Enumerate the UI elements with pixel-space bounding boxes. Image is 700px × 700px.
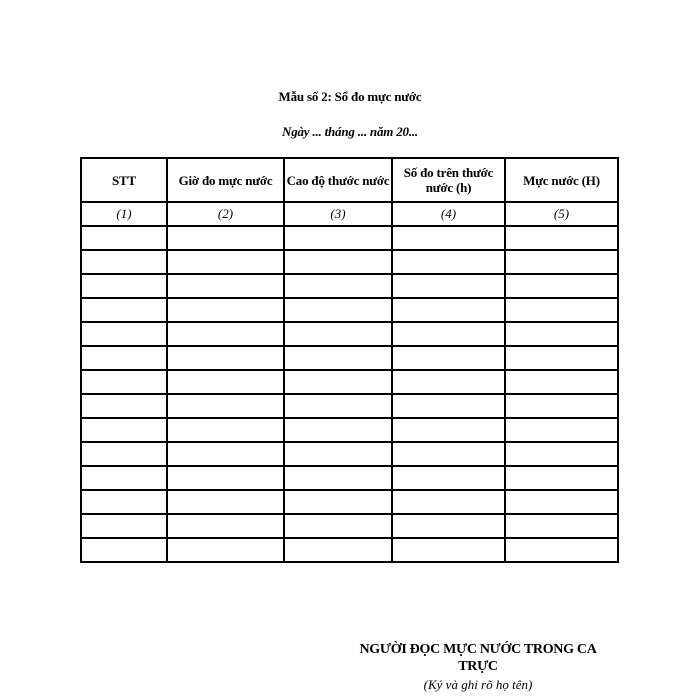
signature-note: (Ký và ghi rõ họ tên) <box>423 677 533 692</box>
table-cell[interactable] <box>284 514 392 538</box>
table-cell[interactable] <box>167 538 284 562</box>
table-row <box>81 442 618 466</box>
table-cell[interactable] <box>167 418 284 442</box>
table-row <box>81 298 618 322</box>
table-cell[interactable] <box>392 442 505 466</box>
table-row <box>81 466 618 490</box>
table-cell[interactable] <box>167 442 284 466</box>
table-cell[interactable] <box>167 346 284 370</box>
column-number: (5) <box>505 202 618 226</box>
column-number: (2) <box>167 202 284 226</box>
table-cell[interactable] <box>392 226 505 250</box>
table-cell[interactable] <box>392 514 505 538</box>
header-water-level: Mực nước (H) <box>505 158 618 202</box>
table-cell[interactable] <box>392 394 505 418</box>
table-cell[interactable] <box>167 466 284 490</box>
table-cell[interactable] <box>392 274 505 298</box>
table-cell[interactable] <box>284 490 392 514</box>
table-cell[interactable] <box>81 442 167 466</box>
table-cell[interactable] <box>81 514 167 538</box>
date-line: Ngày ... tháng ... năm 20... <box>282 124 418 139</box>
table-row <box>81 370 618 394</box>
table-row <box>81 394 618 418</box>
table-cell[interactable] <box>284 466 392 490</box>
table-cell[interactable] <box>81 466 167 490</box>
table-cell[interactable] <box>392 298 505 322</box>
table-cell[interactable] <box>505 514 618 538</box>
column-number: (3) <box>284 202 392 226</box>
table-row <box>81 322 618 346</box>
table-cell[interactable] <box>505 538 618 562</box>
table-cell[interactable] <box>81 490 167 514</box>
table-cell[interactable] <box>81 346 167 370</box>
table-cell[interactable] <box>392 322 505 346</box>
table-cell[interactable] <box>81 394 167 418</box>
table-cell[interactable] <box>505 466 618 490</box>
table-cell[interactable] <box>284 322 392 346</box>
table-cell[interactable] <box>167 370 284 394</box>
table-cell[interactable] <box>284 346 392 370</box>
table-row <box>81 274 618 298</box>
table-header-row <box>81 158 618 202</box>
header-gauge-reading: Số đo trên thước nước (h) <box>392 158 505 202</box>
table-cell[interactable] <box>284 274 392 298</box>
table-cell[interactable] <box>392 370 505 394</box>
table-cell[interactable] <box>167 226 284 250</box>
table-cell[interactable] <box>284 418 392 442</box>
table-cell[interactable] <box>284 442 392 466</box>
table-cell[interactable] <box>167 394 284 418</box>
table-cell[interactable] <box>284 394 392 418</box>
table-cell[interactable] <box>392 418 505 442</box>
table-cell[interactable] <box>81 298 167 322</box>
table-cell[interactable] <box>392 490 505 514</box>
water-level-table <box>80 157 619 563</box>
header-gauge-elevation: Cao độ thước nước <box>284 158 392 202</box>
table-cell[interactable] <box>392 250 505 274</box>
form-title: Mẫu số 2: Sổ đo mực nước <box>278 89 422 104</box>
table-cell[interactable] <box>81 538 167 562</box>
table-cell[interactable] <box>284 250 392 274</box>
table-cell[interactable] <box>167 322 284 346</box>
table-cell[interactable] <box>505 418 618 442</box>
table-cell[interactable] <box>505 442 618 466</box>
table-cell[interactable] <box>505 346 618 370</box>
table-cell[interactable] <box>505 394 618 418</box>
table-cell[interactable] <box>167 514 284 538</box>
signature-title: NGƯỜI ĐỌC MỰC NƯỚC TRONG CA TRỰC <box>359 642 597 674</box>
water-level-table-container <box>80 157 617 563</box>
table-cell[interactable] <box>81 226 167 250</box>
table-cell[interactable] <box>167 250 284 274</box>
header-measure-time: Giờ đo mực nước <box>167 158 284 202</box>
table-cell[interactable] <box>284 538 392 562</box>
table-cell[interactable] <box>505 274 618 298</box>
table-cell[interactable] <box>505 298 618 322</box>
table-cell[interactable] <box>167 298 284 322</box>
table-cell[interactable] <box>81 322 167 346</box>
header-stt: STT <box>81 158 167 202</box>
table-cell[interactable] <box>505 370 618 394</box>
table-row <box>81 226 618 250</box>
table-cell[interactable] <box>505 226 618 250</box>
table-row <box>81 346 618 370</box>
table-cell[interactable] <box>505 490 618 514</box>
table-cell[interactable] <box>284 370 392 394</box>
table-cell[interactable] <box>392 538 505 562</box>
table-body <box>81 202 618 562</box>
table-cell[interactable] <box>81 250 167 274</box>
column-number-row <box>81 202 618 226</box>
table-cell[interactable] <box>284 298 392 322</box>
table-row <box>81 418 618 442</box>
table-cell[interactable] <box>167 274 284 298</box>
table-row <box>81 490 618 514</box>
table-cell[interactable] <box>81 274 167 298</box>
table-cell[interactable] <box>392 466 505 490</box>
table-cell[interactable] <box>392 346 505 370</box>
table-cell[interactable] <box>81 370 167 394</box>
column-number: (1) <box>81 202 167 226</box>
table-row <box>81 250 618 274</box>
table-cell[interactable] <box>284 226 392 250</box>
table-cell[interactable] <box>81 418 167 442</box>
column-number: (4) <box>392 202 505 226</box>
table-row <box>81 514 618 538</box>
table-row <box>81 538 618 562</box>
table-cell[interactable] <box>167 490 284 514</box>
table-cell[interactable] <box>505 322 618 346</box>
table-cell[interactable] <box>505 250 618 274</box>
